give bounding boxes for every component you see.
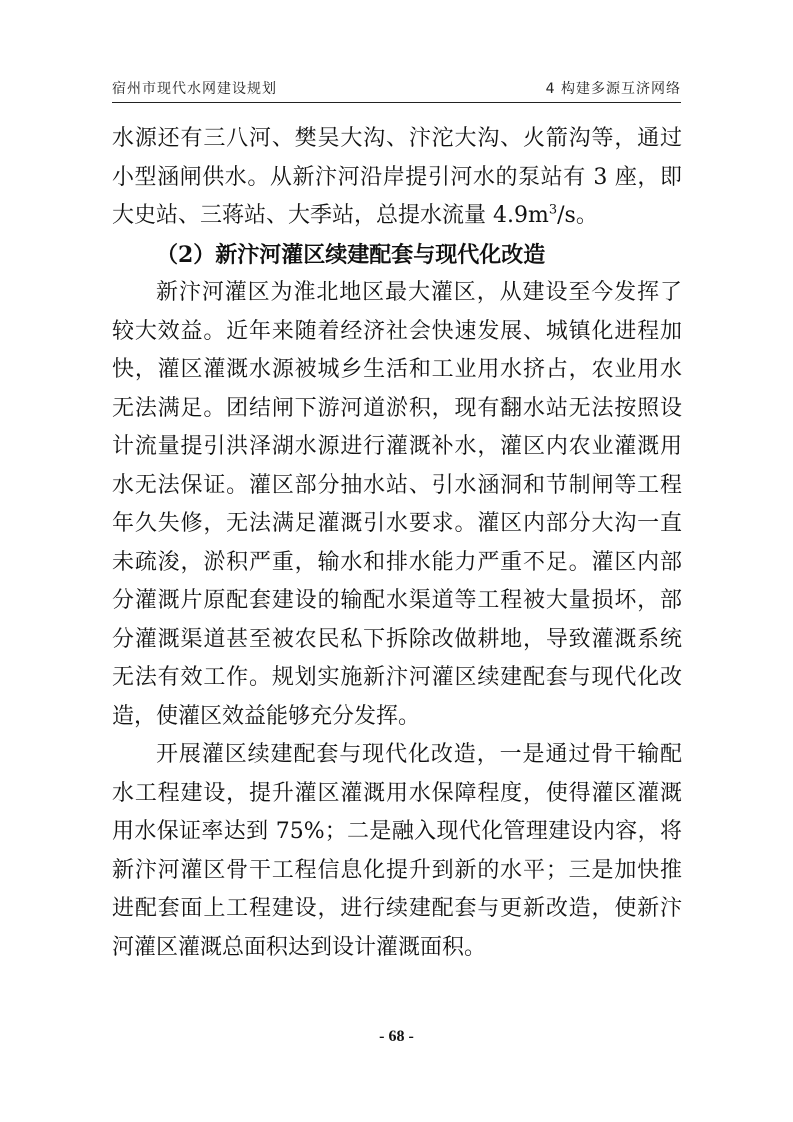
paragraph-water-sources-tail: /s。 — [557, 203, 598, 228]
header-chapter-title: 4 构建多源互济网络 — [545, 81, 681, 97]
superscript-cubic: 3 — [548, 202, 558, 218]
page-number: - 68 - — [379, 1028, 414, 1045]
header-document-title: 宿州市现代水网建设规划 — [112, 81, 277, 97]
paragraph-modernization-plan: 开展灌区续建配套与现代化改造，一是通过骨干输配水工程建设，提升灌区灌溉用水保障程度，使得灌区灌溉用水保证率达到 75%；二是融入现代化管理建设内容，将新汴河灌区骨干工程信息化提升到新的水平；三是加快推进配套面上工程建设，进行续建配套与更新改造，使新汴河灌区灌溉总面积达到设计灌溉面积。 — [112, 742, 682, 960]
paragraph-water-sources — [112, 120, 682, 236]
page-body — [112, 120, 682, 967]
section-heading: （2）新汴河灌区续建配套与现代化改造 — [156, 241, 546, 268]
paragraph-water-sources-text: 水源还有三八河、樊吴大沟、汴沱大沟、火箭沟等，通过小型涵闸供水。从新汴河沿岸提引河水的泵站有 3 座，即大史站、三蒋站、大季站，总提水流量 4.9m — [112, 126, 682, 228]
running-header — [112, 78, 681, 103]
paragraph-irrigation-problems: 新汴河灌区为淮北地区最大灌区，从建设至今发挥了较大效益。近年来随着经济社会快速发展、城镇化进程加快，灌区灌溉水源被城乡生活和工业用水挤占，农业用水无法满足。团结闸下游河道淤积，现有翻水站无法按照设计流量提引洪泽湖水源进行灌溉补水，灌区内农业灌溉用水无法保证。灌区部分抽水站、引水涵洞和节制闸等工程年久失修，无法满足灌溉引水要求。灌区内部分大沟一直未疏浚，淤积严重，输水和排水能力严重不足。灌区内部分灌溉片原配套建设的输配水渠道等工程被大量损坏，部分灌溉渠道甚至被农民私下拆除改做耕地，导致灌溉系统无法有效工作。规划实施新汴河灌区续建配套与现代化改造，使灌区效益能够充分发挥。 — [112, 280, 682, 729]
